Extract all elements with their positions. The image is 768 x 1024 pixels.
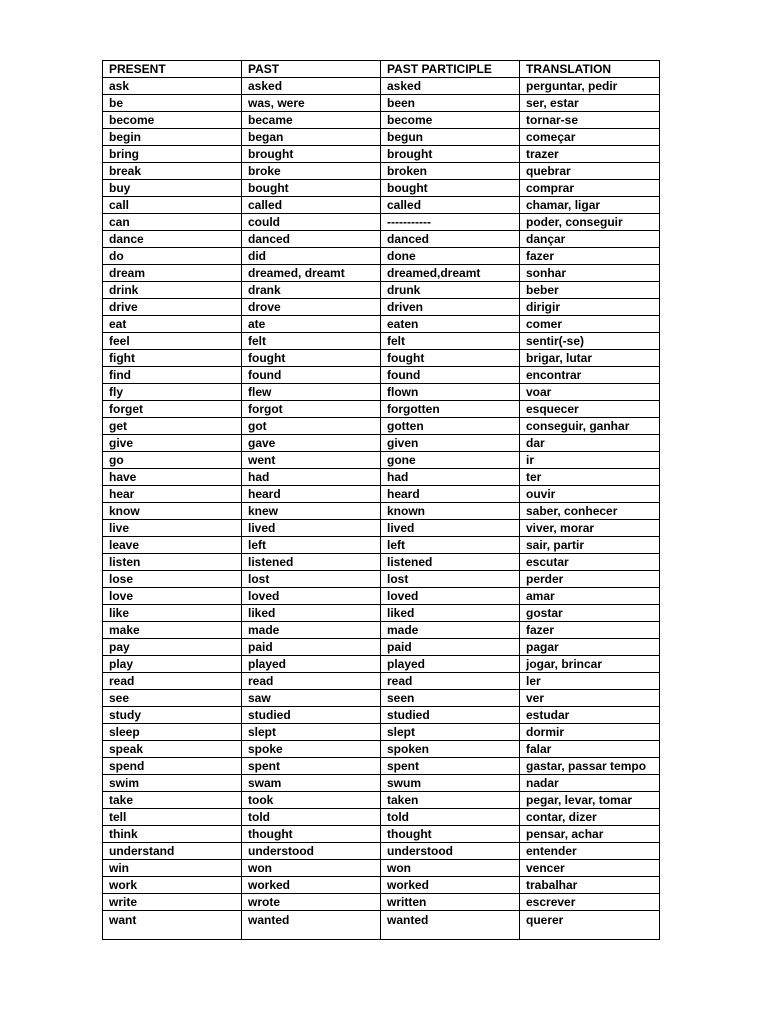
cell-present: think [103, 826, 242, 843]
cell-translation: falar [520, 741, 660, 758]
table-row [103, 571, 660, 588]
table-row [103, 775, 660, 792]
cell-past-participle: broken [381, 163, 520, 180]
cell-past-participle: wanted [381, 911, 520, 940]
table-row [103, 299, 660, 316]
cell-translation: beber [520, 282, 660, 299]
cell-translation: escrever [520, 894, 660, 911]
cell-past: felt [242, 333, 381, 350]
table-row [103, 452, 660, 469]
cell-translation: fazer [520, 622, 660, 639]
table-row [103, 180, 660, 197]
cell-translation: gastar, passar tempo [520, 758, 660, 775]
cell-present: make [103, 622, 242, 639]
cell-past: won [242, 860, 381, 877]
cell-past: went [242, 452, 381, 469]
table-header-row [103, 61, 660, 78]
cell-past-participle: taken [381, 792, 520, 809]
cell-past: brought [242, 146, 381, 163]
cell-past-participle: had [381, 469, 520, 486]
table-row [103, 843, 660, 860]
cell-past: asked [242, 78, 381, 95]
cell-present: find [103, 367, 242, 384]
cell-translation: ver [520, 690, 660, 707]
cell-translation: fazer [520, 248, 660, 265]
table-row [103, 231, 660, 248]
cell-translation: pagar [520, 639, 660, 656]
header-past-participle: PAST PARTICIPLE [381, 61, 520, 78]
cell-translation: contar, dizer [520, 809, 660, 826]
cell-past: was, were [242, 95, 381, 112]
table-row [103, 588, 660, 605]
cell-past-participle: lost [381, 571, 520, 588]
cell-translation: dormir [520, 724, 660, 741]
cell-translation: dançar [520, 231, 660, 248]
cell-present: leave [103, 537, 242, 554]
cell-past: lived [242, 520, 381, 537]
table-row [103, 333, 660, 350]
cell-past-participle: read [381, 673, 520, 690]
cell-translation: esquecer [520, 401, 660, 418]
cell-past: danced [242, 231, 381, 248]
cell-past: took [242, 792, 381, 809]
table-row [103, 282, 660, 299]
cell-present: become [103, 112, 242, 129]
table-row [103, 112, 660, 129]
table-row [103, 146, 660, 163]
cell-past-participle: been [381, 95, 520, 112]
cell-past-participle: understood [381, 843, 520, 860]
cell-present: have [103, 469, 242, 486]
cell-present: know [103, 503, 242, 520]
cell-past-participle: bought [381, 180, 520, 197]
cell-translation: dirigir [520, 299, 660, 316]
table-row [103, 537, 660, 554]
table-row [103, 469, 660, 486]
cell-translation: poder, conseguir [520, 214, 660, 231]
cell-past-participle: felt [381, 333, 520, 350]
cell-present: spend [103, 758, 242, 775]
table-row [103, 622, 660, 639]
cell-past: knew [242, 503, 381, 520]
cell-translation: ser, estar [520, 95, 660, 112]
cell-present: be [103, 95, 242, 112]
header-past: PAST [242, 61, 381, 78]
cell-past-participle: drunk [381, 282, 520, 299]
cell-past: told [242, 809, 381, 826]
table-row [103, 265, 660, 282]
cell-present: like [103, 605, 242, 622]
table-row [103, 95, 660, 112]
table-row [103, 401, 660, 418]
cell-past: liked [242, 605, 381, 622]
cell-translation: jogar, brincar [520, 656, 660, 673]
table-row [103, 809, 660, 826]
table-row [103, 503, 660, 520]
cell-present: begin [103, 129, 242, 146]
cell-present: understand [103, 843, 242, 860]
cell-past-participle: lived [381, 520, 520, 537]
cell-past-participle: begun [381, 129, 520, 146]
cell-past-participle: given [381, 435, 520, 452]
table-row [103, 860, 660, 877]
table-row [103, 350, 660, 367]
cell-present: give [103, 435, 242, 452]
cell-past: swam [242, 775, 381, 792]
cell-past-participle: called [381, 197, 520, 214]
cell-translation: querer [520, 911, 660, 940]
cell-present: dream [103, 265, 242, 282]
cell-translation: ler [520, 673, 660, 690]
header-present: PRESENT [103, 61, 242, 78]
cell-translation: ouvir [520, 486, 660, 503]
table-row [103, 367, 660, 384]
table-row [103, 418, 660, 435]
cell-translation: nadar [520, 775, 660, 792]
cell-present: drink [103, 282, 242, 299]
cell-translation: encontrar [520, 367, 660, 384]
cell-past: drank [242, 282, 381, 299]
cell-translation: estudar [520, 707, 660, 724]
cell-present: want [103, 911, 242, 940]
table-row [103, 707, 660, 724]
cell-past-participle: heard [381, 486, 520, 503]
cell-translation: viver, morar [520, 520, 660, 537]
cell-present: see [103, 690, 242, 707]
cell-present: take [103, 792, 242, 809]
cell-present: buy [103, 180, 242, 197]
cell-past-participle: slept [381, 724, 520, 741]
table-row [103, 639, 660, 656]
cell-past: paid [242, 639, 381, 656]
table-row [103, 877, 660, 894]
cell-past: called [242, 197, 381, 214]
cell-present: love [103, 588, 242, 605]
cell-translation: voar [520, 384, 660, 401]
table-row [103, 724, 660, 741]
cell-present: fly [103, 384, 242, 401]
cell-past: worked [242, 877, 381, 894]
cell-present: live [103, 520, 242, 537]
cell-present: work [103, 877, 242, 894]
table-row [103, 486, 660, 503]
cell-past: lost [242, 571, 381, 588]
cell-past-participle: listened [381, 554, 520, 571]
cell-translation: ter [520, 469, 660, 486]
cell-past: listened [242, 554, 381, 571]
cell-present: ask [103, 78, 242, 95]
cell-present: win [103, 860, 242, 877]
cell-past-participle: fought [381, 350, 520, 367]
table-body [103, 78, 660, 940]
cell-past: heard [242, 486, 381, 503]
table-row [103, 894, 660, 911]
cell-translation: dar [520, 435, 660, 452]
cell-past-participle: flown [381, 384, 520, 401]
cell-past-participle: gotten [381, 418, 520, 435]
table-row [103, 248, 660, 265]
cell-translation: ir [520, 452, 660, 469]
irregular-verbs-table [102, 60, 660, 940]
table-row [103, 78, 660, 95]
table-row [103, 656, 660, 673]
cell-past: wrote [242, 894, 381, 911]
cell-past: read [242, 673, 381, 690]
cell-translation: perguntar, pedir [520, 78, 660, 95]
cell-present: call [103, 197, 242, 214]
cell-past-participle: loved [381, 588, 520, 605]
cell-translation: entender [520, 843, 660, 860]
cell-translation: pegar, levar, tomar [520, 792, 660, 809]
cell-past-participle: left [381, 537, 520, 554]
cell-past: had [242, 469, 381, 486]
cell-past: got [242, 418, 381, 435]
cell-present: swim [103, 775, 242, 792]
cell-past: broke [242, 163, 381, 180]
cell-past-participle: seen [381, 690, 520, 707]
table-row [103, 826, 660, 843]
table-row [103, 129, 660, 146]
table-row [103, 792, 660, 809]
cell-past-participle: eaten [381, 316, 520, 333]
table-row [103, 605, 660, 622]
cell-past: spoke [242, 741, 381, 758]
cell-translation: tornar-se [520, 112, 660, 129]
cell-past: dreamed, dreamt [242, 265, 381, 282]
cell-past: flew [242, 384, 381, 401]
cell-past-participle: paid [381, 639, 520, 656]
table-row [103, 435, 660, 452]
cell-translation: trazer [520, 146, 660, 163]
cell-present: bring [103, 146, 242, 163]
cell-past: began [242, 129, 381, 146]
cell-past: bought [242, 180, 381, 197]
table-row [103, 520, 660, 537]
cell-past-participle: ----------- [381, 214, 520, 231]
cell-present: forget [103, 401, 242, 418]
cell-translation: conseguir, ganhar [520, 418, 660, 435]
cell-past-participle: liked [381, 605, 520, 622]
header-translation: TRANSLATION [520, 61, 660, 78]
cell-present: listen [103, 554, 242, 571]
table-row [103, 163, 660, 180]
cell-past-participle: studied [381, 707, 520, 724]
cell-translation: amar [520, 588, 660, 605]
cell-past: loved [242, 588, 381, 605]
cell-translation: trabalhar [520, 877, 660, 894]
cell-past: found [242, 367, 381, 384]
cell-past-participle: spent [381, 758, 520, 775]
cell-past: forgot [242, 401, 381, 418]
table-row [103, 384, 660, 401]
cell-translation: começar [520, 129, 660, 146]
cell-present: can [103, 214, 242, 231]
cell-translation: comer [520, 316, 660, 333]
cell-translation: perder [520, 571, 660, 588]
cell-past-participle: done [381, 248, 520, 265]
cell-translation: comprar [520, 180, 660, 197]
cell-present: lose [103, 571, 242, 588]
cell-translation: vencer [520, 860, 660, 877]
cell-present: drive [103, 299, 242, 316]
cell-past-participle: worked [381, 877, 520, 894]
table-row [103, 758, 660, 775]
cell-translation: sair, partir [520, 537, 660, 554]
cell-past: fought [242, 350, 381, 367]
cell-past: wanted [242, 911, 381, 940]
cell-past: drove [242, 299, 381, 316]
cell-translation: escutar [520, 554, 660, 571]
cell-past-participle: driven [381, 299, 520, 316]
cell-present: pay [103, 639, 242, 656]
cell-past-participle: told [381, 809, 520, 826]
cell-past: played [242, 656, 381, 673]
table-row [103, 690, 660, 707]
cell-present: write [103, 894, 242, 911]
cell-past: became [242, 112, 381, 129]
cell-past-participle: gone [381, 452, 520, 469]
cell-present: play [103, 656, 242, 673]
cell-past-participle: written [381, 894, 520, 911]
cell-past-participle: won [381, 860, 520, 877]
cell-past: studied [242, 707, 381, 724]
cell-past: spent [242, 758, 381, 775]
cell-past-participle: spoken [381, 741, 520, 758]
cell-past: could [242, 214, 381, 231]
cell-past: gave [242, 435, 381, 452]
cell-past: did [242, 248, 381, 265]
table-row [103, 316, 660, 333]
cell-present: do [103, 248, 242, 265]
cell-past-participle: played [381, 656, 520, 673]
cell-past-participle: found [381, 367, 520, 384]
cell-past: thought [242, 826, 381, 843]
cell-present: get [103, 418, 242, 435]
cell-present: speak [103, 741, 242, 758]
table-row [103, 741, 660, 758]
cell-translation: pensar, achar [520, 826, 660, 843]
cell-past-participle: asked [381, 78, 520, 95]
cell-present: read [103, 673, 242, 690]
cell-past-participle: become [381, 112, 520, 129]
cell-translation: chamar, ligar [520, 197, 660, 214]
table-row [103, 214, 660, 231]
cell-past-participle: thought [381, 826, 520, 843]
cell-present: study [103, 707, 242, 724]
cell-present: dance [103, 231, 242, 248]
cell-present: go [103, 452, 242, 469]
cell-translation: saber, conhecer [520, 503, 660, 520]
cell-present: tell [103, 809, 242, 826]
cell-past-participle: forgotten [381, 401, 520, 418]
cell-past-participle: brought [381, 146, 520, 163]
cell-translation: quebrar [520, 163, 660, 180]
cell-past: slept [242, 724, 381, 741]
cell-present: hear [103, 486, 242, 503]
table-row [103, 673, 660, 690]
cell-past: ate [242, 316, 381, 333]
cell-present: feel [103, 333, 242, 350]
cell-past: left [242, 537, 381, 554]
cell-present: sleep [103, 724, 242, 741]
cell-past: saw [242, 690, 381, 707]
table-row [103, 554, 660, 571]
cell-present: eat [103, 316, 242, 333]
table-row [103, 197, 660, 214]
cell-translation: sonhar [520, 265, 660, 282]
cell-translation: sentir(-se) [520, 333, 660, 350]
table-row [103, 911, 660, 940]
cell-past-participle: dreamed,dreamt [381, 265, 520, 282]
cell-translation: gostar [520, 605, 660, 622]
cell-past: understood [242, 843, 381, 860]
cell-past-participle: danced [381, 231, 520, 248]
cell-translation: brigar, lutar [520, 350, 660, 367]
cell-past-participle: made [381, 622, 520, 639]
cell-present: fight [103, 350, 242, 367]
cell-past: made [242, 622, 381, 639]
cell-past-participle: known [381, 503, 520, 520]
cell-past-participle: swum [381, 775, 520, 792]
cell-present: break [103, 163, 242, 180]
